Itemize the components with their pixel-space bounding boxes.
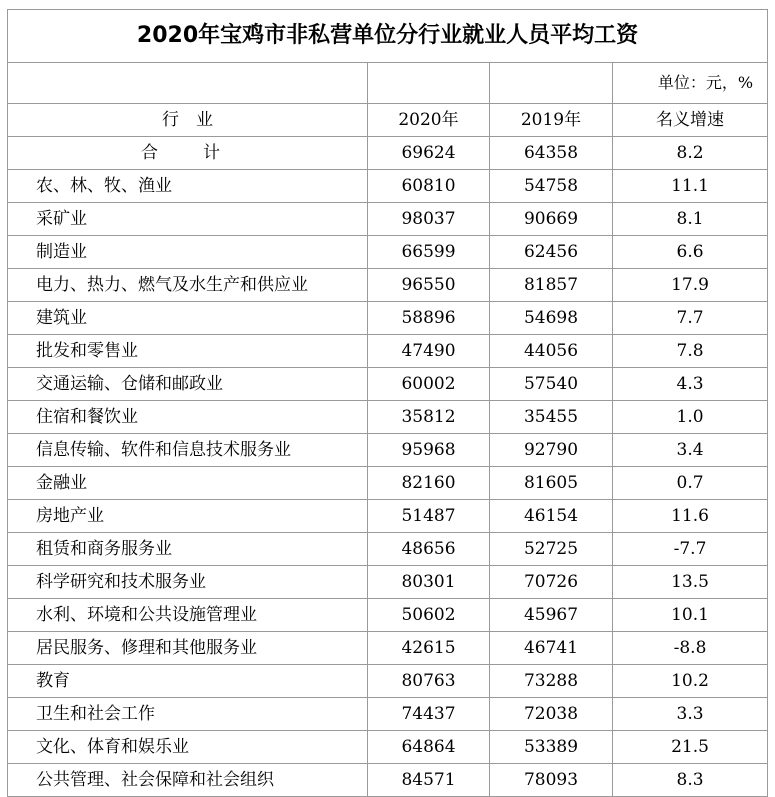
growth-cell: 0.7 bbox=[613, 467, 768, 500]
wage-2019-cell: 90669 bbox=[490, 203, 613, 236]
growth-cell: 8.2 bbox=[613, 137, 768, 170]
table-row bbox=[8, 764, 768, 797]
wage-table bbox=[7, 9, 768, 797]
table-title: 2020年宝鸡市非私营单位分行业就业人员平均工资 bbox=[8, 10, 768, 63]
industry-cell: 住宿和餐饮业 bbox=[8, 401, 368, 434]
wage-2020-cell: 48656 bbox=[368, 533, 490, 566]
growth-cell: 8.1 bbox=[613, 203, 768, 236]
wage-2019-cell: 53389 bbox=[490, 731, 613, 764]
wage-2019-cell: 73288 bbox=[490, 665, 613, 698]
table-row bbox=[8, 599, 768, 632]
wage-2020-cell: 84571 bbox=[368, 764, 490, 797]
total-row bbox=[8, 137, 768, 170]
unit-blank-cell bbox=[8, 63, 368, 104]
wage-2020-cell: 74437 bbox=[368, 698, 490, 731]
table-row bbox=[8, 335, 768, 368]
wage-2019-cell: 35455 bbox=[490, 401, 613, 434]
wage-2020-cell: 80763 bbox=[368, 665, 490, 698]
wage-2019-cell: 78093 bbox=[490, 764, 613, 797]
industry-cell: 建筑业 bbox=[8, 302, 368, 335]
header-industry: 行 业 bbox=[8, 104, 368, 137]
industry-cell: 采矿业 bbox=[8, 203, 368, 236]
growth-cell: 7.8 bbox=[613, 335, 768, 368]
table-row bbox=[8, 467, 768, 500]
industry-cell: 文化、体育和娱乐业 bbox=[8, 731, 368, 764]
unit-blank-cell bbox=[490, 63, 613, 104]
table-row bbox=[8, 368, 768, 401]
wage-2020-cell: 64864 bbox=[368, 731, 490, 764]
wage-2019-cell: 46154 bbox=[490, 500, 613, 533]
wage-2019-cell: 81605 bbox=[490, 467, 613, 500]
wage-2020-cell: 60810 bbox=[368, 170, 490, 203]
industry-cell: 公共管理、社会保障和社会组织 bbox=[8, 764, 368, 797]
wage-2020-cell: 60002 bbox=[368, 368, 490, 401]
wage-2020-cell: 66599 bbox=[368, 236, 490, 269]
wage-2019-cell: 46741 bbox=[490, 632, 613, 665]
growth-cell: 3.3 bbox=[613, 698, 768, 731]
unit-note: 单位：元，% bbox=[613, 63, 768, 104]
industry-cell: 水利、环境和公共设施管理业 bbox=[8, 599, 368, 632]
growth-cell: 21.5 bbox=[613, 731, 768, 764]
unit-blank-cell bbox=[368, 63, 490, 104]
growth-cell: 17.9 bbox=[613, 269, 768, 302]
unit-row bbox=[8, 63, 768, 104]
table-row bbox=[8, 434, 768, 467]
wage-2020-cell: 98037 bbox=[368, 203, 490, 236]
growth-cell: 3.4 bbox=[613, 434, 768, 467]
wage-2020-cell: 80301 bbox=[368, 566, 490, 599]
title-row bbox=[8, 10, 768, 63]
industry-cell: 科学研究和技术服务业 bbox=[8, 566, 368, 599]
wage-2019-cell: 81857 bbox=[490, 269, 613, 302]
industry-cell: 交通运输、仓储和邮政业 bbox=[8, 368, 368, 401]
wage-2020-cell: 47490 bbox=[368, 335, 490, 368]
table-row bbox=[8, 698, 768, 731]
growth-cell: 1.0 bbox=[613, 401, 768, 434]
industry-cell: 合 计 bbox=[8, 137, 368, 170]
wage-2020-cell: 95968 bbox=[368, 434, 490, 467]
table-row bbox=[8, 236, 768, 269]
wage-2020-cell: 51487 bbox=[368, 500, 490, 533]
wage-2019-cell: 52725 bbox=[490, 533, 613, 566]
wage-2020-cell: 50602 bbox=[368, 599, 490, 632]
table-row bbox=[8, 170, 768, 203]
wage-2019-cell: 57540 bbox=[490, 368, 613, 401]
growth-cell: 11.6 bbox=[613, 500, 768, 533]
industry-cell: 教育 bbox=[8, 665, 368, 698]
table-row bbox=[8, 203, 768, 236]
table-row bbox=[8, 533, 768, 566]
wage-2020-cell: 35812 bbox=[368, 401, 490, 434]
wage-2020-cell: 82160 bbox=[368, 467, 490, 500]
header-row bbox=[8, 104, 768, 137]
table-row bbox=[8, 731, 768, 764]
table-row bbox=[8, 401, 768, 434]
wage-2019-cell: 70726 bbox=[490, 566, 613, 599]
table-row bbox=[8, 632, 768, 665]
wage-2020-cell: 96550 bbox=[368, 269, 490, 302]
growth-cell: 11.1 bbox=[613, 170, 768, 203]
growth-cell: 13.5 bbox=[613, 566, 768, 599]
header-growth: 名义增速 bbox=[613, 104, 768, 137]
wage-2019-cell: 54758 bbox=[490, 170, 613, 203]
header-2019: 2019年 bbox=[490, 104, 613, 137]
table-row bbox=[8, 269, 768, 302]
wage-2019-cell: 72038 bbox=[490, 698, 613, 731]
industry-cell: 电力、热力、燃气及水生产和供应业 bbox=[8, 269, 368, 302]
growth-cell: 10.1 bbox=[613, 599, 768, 632]
wage-2020-cell: 58896 bbox=[368, 302, 490, 335]
table-row bbox=[8, 665, 768, 698]
header-2020: 2020年 bbox=[368, 104, 490, 137]
growth-cell: -7.7 bbox=[613, 533, 768, 566]
growth-cell: 10.2 bbox=[613, 665, 768, 698]
wage-2019-cell: 64358 bbox=[490, 137, 613, 170]
wage-2019-cell: 54698 bbox=[490, 302, 613, 335]
industry-cell: 卫生和社会工作 bbox=[8, 698, 368, 731]
growth-cell: 7.7 bbox=[613, 302, 768, 335]
growth-cell: 4.3 bbox=[613, 368, 768, 401]
industry-cell: 租赁和商务服务业 bbox=[8, 533, 368, 566]
industry-cell: 居民服务、修理和其他服务业 bbox=[8, 632, 368, 665]
wage-2020-cell: 69624 bbox=[368, 137, 490, 170]
growth-cell: 8.3 bbox=[613, 764, 768, 797]
wage-2020-cell: 42615 bbox=[368, 632, 490, 665]
wage-2019-cell: 44056 bbox=[490, 335, 613, 368]
industry-cell: 房地产业 bbox=[8, 500, 368, 533]
growth-cell: 6.6 bbox=[613, 236, 768, 269]
industry-cell: 农、林、牧、渔业 bbox=[8, 170, 368, 203]
table-row bbox=[8, 302, 768, 335]
wage-2019-cell: 62456 bbox=[490, 236, 613, 269]
industry-cell: 金融业 bbox=[8, 467, 368, 500]
table-row bbox=[8, 500, 768, 533]
table-row bbox=[8, 566, 768, 599]
wage-2019-cell: 45967 bbox=[490, 599, 613, 632]
industry-cell: 批发和零售业 bbox=[8, 335, 368, 368]
industry-cell: 信息传输、软件和信息技术服务业 bbox=[8, 434, 368, 467]
wage-2019-cell: 92790 bbox=[490, 434, 613, 467]
industry-cell: 制造业 bbox=[8, 236, 368, 269]
growth-cell: -8.8 bbox=[613, 632, 768, 665]
